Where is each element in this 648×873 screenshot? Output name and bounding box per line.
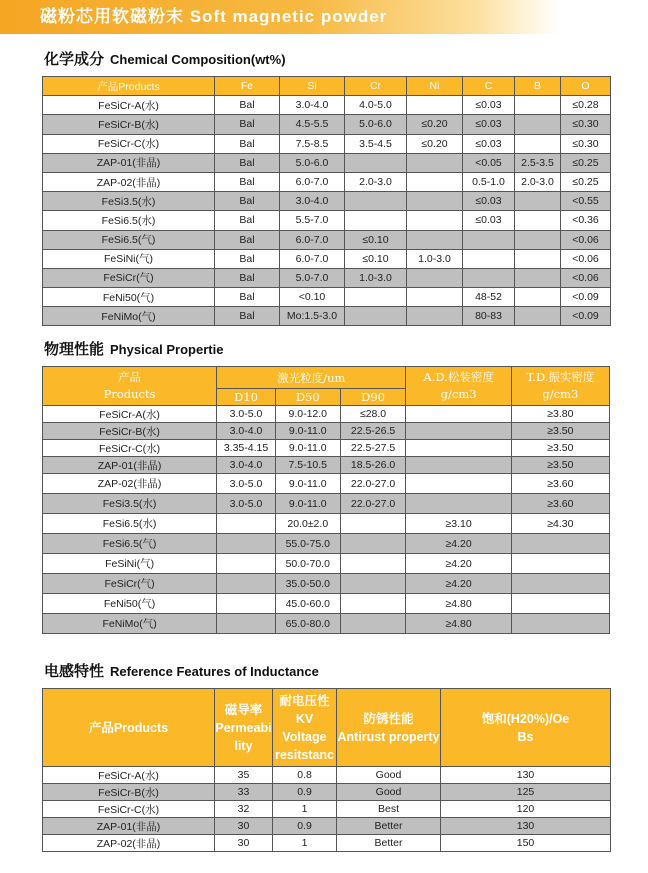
inductance-value-cell: Good — [337, 767, 441, 784]
inductance-value-cell: 30 — [215, 818, 273, 835]
physical-value-cell — [340, 554, 406, 574]
chemical-value-cell — [345, 211, 407, 230]
physical-value-cell: ≥4.20 — [406, 574, 511, 594]
inductance-value-cell: 1 — [273, 801, 337, 818]
chemical-product-cell: ZAP-02(非晶) — [43, 172, 215, 191]
chemical-value-cell — [407, 192, 463, 211]
chemical-header-cell: C — [463, 77, 515, 96]
chemical-value-cell: ≤0.20 — [407, 134, 463, 153]
inductance-row — [43, 835, 611, 852]
inductance-value-cell: 0.9 — [273, 784, 337, 801]
chemical-row — [43, 153, 611, 172]
chemical-value-cell: Bal — [215, 96, 280, 115]
physical-value-cell: ≥4.80 — [406, 594, 511, 614]
inductance-value-cell: 0.9 — [273, 818, 337, 835]
chemical-value-cell: 48-52 — [463, 288, 515, 307]
physical-product-cell: FeSiCr-C(水) — [43, 440, 217, 457]
physical-value-cell: 3.0-4.0 — [217, 457, 276, 474]
chemical-value-cell — [345, 288, 407, 307]
physical-value-cell — [511, 594, 609, 614]
chemical-value-cell: ≤0.20 — [407, 115, 463, 134]
chemical-value-cell — [515, 249, 561, 268]
physical-product-cell: FeSiCr-A(水) — [43, 406, 217, 423]
inductance-section-title — [44, 660, 319, 681]
chemical-value-cell: Bal — [215, 307, 280, 326]
chemical-value-cell: <0.09 — [561, 288, 611, 307]
physical-table — [42, 366, 610, 634]
physical-value-cell: 45.0-60.0 — [275, 594, 340, 614]
physical-value-cell: 9.0-12.0 — [275, 406, 340, 423]
physical-value-cell — [217, 574, 276, 594]
inductance-header-permeability-cn: 磁导率 — [224, 702, 263, 717]
physical-value-cell — [511, 574, 609, 594]
physical-value-cell — [217, 594, 276, 614]
physical-row — [43, 494, 610, 514]
inductance-product-cell: FeSiCr-A(水) — [43, 767, 215, 784]
chemical-value-cell: <0.36 — [561, 211, 611, 230]
physical-value-cell: 9.0-11.0 — [275, 474, 340, 494]
physical-product-cell: FeSi3.5(水) — [43, 494, 217, 514]
physical-header-products-cn: 产品 — [118, 370, 142, 384]
chemical-value-cell — [407, 268, 463, 287]
chemical-value-cell — [407, 230, 463, 249]
inductance-value-cell: Good — [337, 784, 441, 801]
physical-value-cell: ≤28.0 — [340, 406, 406, 423]
chemical-product-cell: FeNiMo(气) — [43, 307, 215, 326]
physical-value-cell: 9.0-11.0 — [275, 440, 340, 457]
physical-value-cell: 18.5-26.0 — [340, 457, 406, 474]
physical-value-cell — [406, 440, 511, 457]
physical-header-ad — [406, 367, 511, 406]
physical-product-cell: FeSiCr-B(水) — [43, 423, 217, 440]
physical-value-cell: ≥3.50 — [511, 440, 609, 457]
chemical-product-cell: FeSi6.5(水) — [43, 211, 215, 230]
physical-value-cell — [511, 554, 609, 574]
chemical-value-cell: Bal — [215, 192, 280, 211]
chemical-product-cell: FeSiCr-C(水) — [43, 134, 215, 153]
chemical-title-en: Chemical Composition(wt%) — [110, 52, 286, 67]
chemical-value-cell: ≤0.03 — [463, 192, 515, 211]
physical-value-cell — [511, 614, 609, 634]
physical-value-cell: 3.0-5.0 — [217, 494, 276, 514]
physical-value-cell: ≥3.50 — [511, 457, 609, 474]
inductance-product-cell: ZAP-02(非晶) — [43, 835, 215, 852]
inductance-header-permeability-en: Permeability — [215, 720, 272, 753]
chemical-product-cell: FeSiCr(气) — [43, 268, 215, 287]
inductance-row — [43, 801, 611, 818]
inductance-header-saturation — [441, 689, 611, 767]
physical-value-cell: ≥3.60 — [511, 494, 609, 514]
inductance-row — [43, 784, 611, 801]
physical-header-products-en: Products — [103, 387, 156, 401]
chemical-value-cell: 2.5-3.5 — [515, 153, 561, 172]
chemical-value-cell: <0.05 — [463, 153, 515, 172]
chemical-value-cell — [407, 288, 463, 307]
chemical-product-cell: FeSiNi(气) — [43, 249, 215, 268]
physical-value-cell: ≥3.10 — [406, 514, 511, 534]
physical-row — [43, 440, 610, 457]
chemical-product-cell: FeSiCr-A(水) — [43, 96, 215, 115]
inductance-value-cell: Better — [337, 835, 441, 852]
chemical-section-title — [44, 48, 286, 69]
physical-header-d90: D90 — [340, 389, 406, 406]
physical-value-cell: 9.0-11.0 — [275, 423, 340, 440]
chemical-value-cell: <0.10 — [280, 288, 345, 307]
chemical-header-cell: Fe — [215, 77, 280, 96]
physical-product-cell: ZAP-02(非晶) — [43, 474, 217, 494]
physical-value-cell: 22.5-27.5 — [340, 440, 406, 457]
chemical-value-cell: 1.0-3.0 — [407, 249, 463, 268]
inductance-product-cell: ZAP-01(非晶) — [43, 818, 215, 835]
chemical-value-cell: <0.06 — [561, 249, 611, 268]
inductance-header-permeability — [215, 689, 273, 767]
inductance-value-cell: Better — [337, 818, 441, 835]
chemical-value-cell: 3.0-4.0 — [280, 96, 345, 115]
chemical-value-cell — [515, 96, 561, 115]
inductance-value-cell: Best — [337, 801, 441, 818]
chemical-value-cell — [463, 230, 515, 249]
chemical-header-cell: Cr — [345, 77, 407, 96]
physical-header-d50: D50 — [275, 389, 340, 406]
chemical-value-cell — [515, 134, 561, 153]
inductance-title-cn: 电感特性 — [44, 663, 105, 680]
chemical-product-cell: FeSi3.5(水) — [43, 192, 215, 211]
chemical-value-cell: ≤0.03 — [463, 211, 515, 230]
physical-value-cell: ≥4.20 — [406, 534, 511, 554]
physical-row — [43, 457, 610, 474]
physical-header-td-unit: g/cm3 — [542, 387, 579, 401]
physical-value-cell: 3.0-5.0 — [217, 406, 276, 423]
inductance-value-cell: 125 — [441, 784, 611, 801]
physical-value-cell: 3.0-4.0 — [217, 423, 276, 440]
chemical-table — [42, 76, 611, 326]
inductance-value-cell: 1 — [273, 835, 337, 852]
physical-value-cell — [406, 457, 511, 474]
physical-value-cell — [217, 614, 276, 634]
physical-value-cell: ≥3.80 — [511, 406, 609, 423]
chemical-value-cell: 6.0-7.0 — [280, 230, 345, 249]
chemical-value-cell: ≤0.25 — [561, 172, 611, 191]
physical-header-laser: 激光粒度/um — [217, 367, 406, 389]
inductance-header-saturation-label: 饱和(H20%)/Oe — [481, 711, 570, 726]
chemical-value-cell — [345, 192, 407, 211]
physical-row — [43, 554, 610, 574]
inductance-value-cell: 0.8 — [273, 767, 337, 784]
physical-value-cell: ≥4.30 — [511, 514, 609, 534]
chemical-product-cell: FeSiCr-B(水) — [43, 115, 215, 134]
physical-product-cell: FeSi6.5(气) — [43, 534, 217, 554]
chemical-row — [43, 288, 611, 307]
chemical-value-cell — [515, 230, 561, 249]
inductance-value-cell: 32 — [215, 801, 273, 818]
inductance-value-cell: 30 — [215, 835, 273, 852]
inductance-row — [43, 818, 611, 835]
physical-section-title — [44, 338, 223, 359]
chemical-value-cell: 2.0-3.0 — [345, 172, 407, 191]
physical-header-td-label: T.D.振实密度 — [526, 370, 595, 384]
chemical-value-cell: 5.5-7.0 — [280, 211, 345, 230]
chemical-value-cell: Bal — [215, 172, 280, 191]
chemical-value-cell: Bal — [215, 211, 280, 230]
chemical-product-cell: FeSi6.5(气) — [43, 230, 215, 249]
physical-title-cn: 物理性能 — [44, 341, 105, 358]
inductance-header-antirust-en: Antirust property — [337, 729, 440, 744]
chemical-value-cell — [345, 307, 407, 326]
inductance-header-antirust — [337, 689, 441, 767]
physical-value-cell — [340, 574, 406, 594]
inductance-table — [42, 688, 611, 852]
chemical-row — [43, 249, 611, 268]
chemical-row — [43, 115, 611, 134]
chemical-row — [43, 134, 611, 153]
chemical-value-cell: 4.5-5.5 — [280, 115, 345, 134]
chemical-value-cell: 80-83 — [463, 307, 515, 326]
chemical-value-cell: Bal — [215, 268, 280, 287]
chemical-value-cell: 3.5-4.5 — [345, 134, 407, 153]
physical-value-cell: 3.0-5.0 — [217, 474, 276, 494]
physical-product-cell: FeSi6.5(水) — [43, 514, 217, 534]
chemical-header-cell: Ni — [407, 77, 463, 96]
physical-value-cell — [511, 534, 609, 554]
physical-row — [43, 423, 610, 440]
inductance-header-saturation-bs: Bs — [517, 729, 534, 744]
chemical-value-cell — [407, 153, 463, 172]
chemical-value-cell — [515, 115, 561, 134]
physical-value-cell — [340, 514, 406, 534]
inductance-value-cell: 35 — [215, 767, 273, 784]
physical-row — [43, 574, 610, 594]
physical-row — [43, 594, 610, 614]
chemical-value-cell — [407, 96, 463, 115]
chemical-value-cell: ≤0.03 — [463, 134, 515, 153]
inductance-value-cell: 33 — [215, 784, 273, 801]
chemical-value-cell: 6.0-7.0 — [280, 172, 345, 191]
chemical-row — [43, 307, 611, 326]
inductance-value-cell: 120 — [441, 801, 611, 818]
chemical-value-cell — [515, 288, 561, 307]
physical-value-cell — [340, 594, 406, 614]
chemical-value-cell: 1.0-3.0 — [345, 268, 407, 287]
chemical-header-cell: Si — [280, 77, 345, 96]
chemical-value-cell: ≤0.30 — [561, 134, 611, 153]
physical-value-cell — [217, 534, 276, 554]
physical-product-cell: FeNiMo(气) — [43, 614, 217, 634]
physical-row — [43, 534, 610, 554]
chemical-row — [43, 192, 611, 211]
chemical-value-cell — [463, 249, 515, 268]
physical-value-cell — [406, 423, 511, 440]
chemical-value-cell: ≤0.03 — [463, 96, 515, 115]
physical-value-cell: 22.5-26.5 — [340, 423, 406, 440]
chemical-value-cell — [515, 192, 561, 211]
chemical-value-cell: <0.06 — [561, 230, 611, 249]
chemical-value-cell: 5.0-6.0 — [345, 115, 407, 134]
physical-product-cell: FeSiNi(气) — [43, 554, 217, 574]
physical-header-ad-label: A.D.松装密度 — [423, 370, 494, 384]
inductance-header-voltage — [273, 689, 337, 767]
physical-value-cell: 22.0-27.0 — [340, 494, 406, 514]
physical-value-cell — [406, 474, 511, 494]
inductance-value-cell: 130 — [441, 767, 611, 784]
physical-value-cell — [406, 406, 511, 423]
inductance-title-en: Reference Features of Inductance — [110, 664, 319, 679]
chemical-product-cell: FeNi50(气) — [43, 288, 215, 307]
inductance-value-cell: 130 — [441, 818, 611, 835]
physical-value-cell — [217, 554, 276, 574]
chemical-title-cn: 化学成分 — [44, 51, 105, 68]
physical-row — [43, 614, 610, 634]
chemical-value-cell: 7.5-8.5 — [280, 134, 345, 153]
chemical-value-cell: Bal — [215, 288, 280, 307]
chemical-value-cell — [515, 268, 561, 287]
physical-value-cell — [406, 494, 511, 514]
inductance-product-cell: FeSiCr-B(水) — [43, 784, 215, 801]
physical-row — [43, 514, 610, 534]
chemical-value-cell: 3.0-4.0 — [280, 192, 345, 211]
chemical-value-cell: Bal — [215, 249, 280, 268]
physical-product-cell: FeSiCr(气) — [43, 574, 217, 594]
chemical-row — [43, 211, 611, 230]
chemical-product-cell: ZAP-01(非晶) — [43, 153, 215, 172]
physical-product-cell: ZAP-01(非晶) — [43, 457, 217, 474]
chemical-row — [43, 172, 611, 191]
inductance-product-cell: FeSiCr-C(水) — [43, 801, 215, 818]
physical-value-cell: 9.0-11.0 — [275, 494, 340, 514]
inductance-header-antirust-cn: 防锈性能 — [363, 711, 414, 726]
chemical-value-cell: 5.0-7.0 — [280, 268, 345, 287]
physical-value-cell: 7.5-10.5 — [275, 457, 340, 474]
chemical-row — [43, 96, 611, 115]
chemical-value-cell: Bal — [215, 134, 280, 153]
physical-value-cell: ≥3.50 — [511, 423, 609, 440]
chemical-value-cell: 2.0-3.0 — [515, 172, 561, 191]
physical-value-cell: 65.0-80.0 — [275, 614, 340, 634]
physical-value-cell: 55.0-75.0 — [275, 534, 340, 554]
physical-product-cell: FeNi50(气) — [43, 594, 217, 614]
page-banner: 磁粉芯用软磁粉末 Soft magnetic powder — [0, 0, 560, 34]
chemical-header-cell: 产品Products — [43, 77, 215, 96]
chemical-value-cell: ≤0.10 — [345, 249, 407, 268]
physical-value-cell: 35.0-50.0 — [275, 574, 340, 594]
chemical-value-cell — [407, 211, 463, 230]
chemical-value-cell: ≤0.30 — [561, 115, 611, 134]
physical-header-products — [43, 367, 217, 406]
physical-value-cell — [217, 514, 276, 534]
physical-value-cell: 50.0-70.0 — [275, 554, 340, 574]
inductance-header-voltage-en: Voltage resitstanc — [274, 729, 335, 762]
chemical-value-cell — [345, 153, 407, 172]
chemical-value-cell: ≤0.03 — [463, 115, 515, 134]
chemical-value-cell: ≤0.10 — [345, 230, 407, 249]
inductance-header-voltage-cn: 耐电压性KV — [279, 693, 330, 726]
physical-value-cell — [340, 534, 406, 554]
chemical-row — [43, 268, 611, 287]
chemical-row — [43, 230, 611, 249]
physical-value-cell: 3.35-4.15 — [217, 440, 276, 457]
physical-header-d10: D10 — [217, 389, 276, 406]
chemical-header-cell: B — [515, 77, 561, 96]
chemical-value-cell — [463, 268, 515, 287]
physical-value-cell: 20.0±2.0 — [275, 514, 340, 534]
chemical-value-cell: Bal — [215, 153, 280, 172]
physical-title-en: Physical Propertie — [110, 342, 224, 357]
chemical-value-cell: 4.0-5.0 — [345, 96, 407, 115]
chemical-value-cell: <0.09 — [561, 307, 611, 326]
inductance-row — [43, 767, 611, 784]
chemical-value-cell — [407, 307, 463, 326]
inductance-value-cell: 150 — [441, 835, 611, 852]
physical-header-td — [511, 367, 609, 406]
chemical-value-cell: Mo:1.5-3.0 — [280, 307, 345, 326]
physical-value-cell: 22.0-27.0 — [340, 474, 406, 494]
chemical-value-cell: 5.0-6.0 — [280, 153, 345, 172]
chemical-value-cell: <0.06 — [561, 268, 611, 287]
chemical-value-cell — [407, 172, 463, 191]
chemical-value-cell: 0.5-1.0 — [463, 172, 515, 191]
physical-value-cell — [340, 614, 406, 634]
physical-value-cell: ≥4.20 — [406, 554, 511, 574]
chemical-value-cell: 6.0-7.0 — [280, 249, 345, 268]
chemical-value-cell — [515, 211, 561, 230]
chemical-value-cell: Bal — [215, 115, 280, 134]
physical-value-cell: ≥4.80 — [406, 614, 511, 634]
physical-row — [43, 406, 610, 423]
chemical-header-cell: O — [561, 77, 611, 96]
inductance-header-products: 产品Products — [43, 689, 215, 767]
chemical-value-cell: ≤0.25 — [561, 153, 611, 172]
physical-row — [43, 474, 610, 494]
physical-header-ad-unit: g/cm3 — [440, 387, 477, 401]
chemical-value-cell — [515, 307, 561, 326]
chemical-value-cell: Bal — [215, 230, 280, 249]
chemical-value-cell: <0.55 — [561, 192, 611, 211]
physical-value-cell: ≥3.60 — [511, 474, 609, 494]
chemical-value-cell: ≤0.28 — [561, 96, 611, 115]
